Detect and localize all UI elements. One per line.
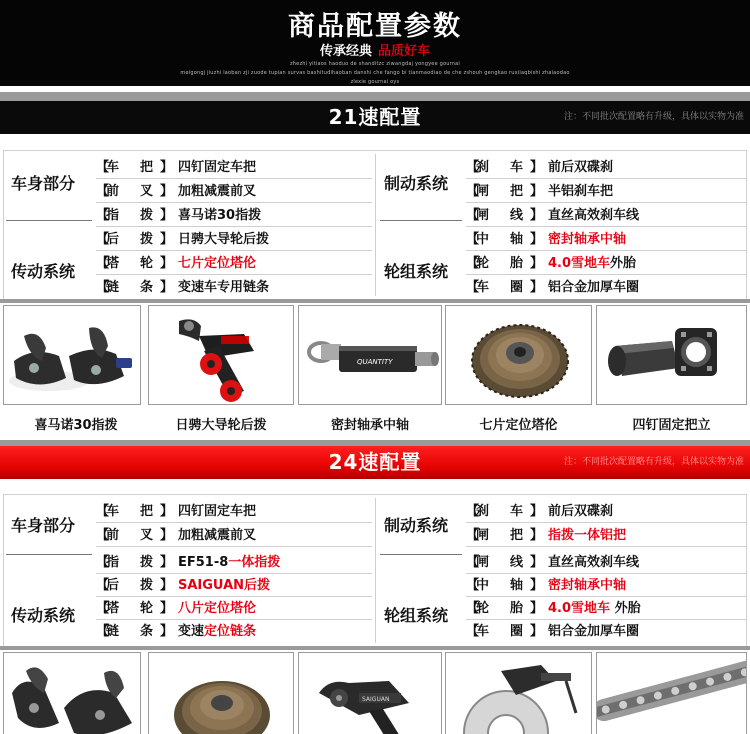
photo-shifter-21 — [3, 305, 141, 405]
spec-row — [466, 525, 746, 547]
spec-key: 【 指 拨 】 — [96, 555, 174, 570]
spec-value: 加粗减震前叉 — [178, 184, 257, 199]
spec-value: 铝合金加厚车圈 — [548, 624, 640, 639]
spec-key: 【 车 圈 】 — [466, 280, 544, 295]
spec-key: 【 轮 胎 】 — [466, 256, 544, 271]
photo-rear-derailleur-21 — [148, 305, 294, 405]
divider — [380, 554, 462, 555]
spec-key: 【 闸 线 】 — [466, 208, 544, 223]
photo-bottom-bracket-21 — [298, 305, 442, 405]
subtitle-main: 传承经典 — [319, 44, 372, 59]
spec-row — [96, 598, 372, 620]
spec-row — [96, 501, 372, 523]
spec-value: EF51-8一体指拨 — [178, 555, 281, 570]
spec-value: 前后双碟刹 — [548, 160, 614, 175]
spec-value: 指拨一体铝把 — [548, 528, 627, 543]
divider — [0, 646, 750, 650]
spec-row — [96, 253, 372, 275]
section-bar-24 — [0, 446, 750, 479]
spec-row — [96, 621, 372, 643]
page-title: 商品配置参数 — [288, 11, 462, 42]
group-label-wheel: 轮组系统 — [384, 606, 449, 625]
divider — [375, 498, 376, 643]
divider — [0, 92, 750, 101]
group-label-brake: 制动系统 — [384, 516, 449, 535]
disc-brake-icon — [446, 653, 592, 734]
photo-shifter-24 — [3, 652, 141, 734]
spec-key: 【 指 拨 】 — [96, 208, 174, 223]
spec-row — [96, 277, 372, 299]
spec-key: 【 中 轴 】 — [466, 578, 544, 593]
photo-disc-brake-24 — [445, 652, 592, 734]
spec-row — [96, 181, 372, 203]
spec-value: 铝合金加厚车圈 — [548, 280, 640, 295]
freewheel-icon — [149, 653, 294, 734]
spec-row — [466, 253, 746, 275]
photo-caption: 四钉固定把立 — [632, 418, 711, 433]
spec-key: 【 轮 胎 】 — [466, 601, 544, 616]
spec-key: 【 刹 车 】 — [466, 504, 544, 519]
spec-key: 【 车 把 】 — [96, 160, 174, 175]
group-label-drive: 传动系统 — [11, 262, 76, 281]
spec-value: 四钉固定车把 — [178, 504, 257, 519]
spec-row — [466, 181, 746, 203]
spec-table-21 — [0, 150, 750, 300]
photo-freewheel-24 — [148, 652, 294, 734]
spec-value: 四钉固定车把 — [178, 160, 257, 175]
spec-value: 喜马诺30指拨 — [178, 208, 262, 223]
spec-key: 【 闸 把 】 — [466, 528, 544, 543]
group-label-brake: 制动系统 — [384, 174, 449, 193]
spec-row — [466, 621, 746, 643]
spec-value: 变速定位链条 — [178, 624, 257, 639]
spec-row — [466, 229, 746, 251]
spec-key: 【 前 叉 】 — [96, 184, 174, 199]
spec-row — [96, 575, 372, 597]
photo-rear-derailleur-24 — [298, 652, 442, 734]
pinyin-line: zhezhi yitiaos haoduo de shanditzc ziwangdaj yongyee gournai — [289, 61, 461, 67]
divider — [380, 220, 462, 221]
spec-key: 【 车 圈 】 — [466, 624, 544, 639]
rear-derailleur-brand: SAIGUAN — [362, 696, 390, 703]
spec-value: 前后双碟刹 — [548, 504, 614, 519]
photo-chain-24 — [596, 652, 747, 734]
group-label-body: 车身部分 — [11, 174, 76, 193]
spec-row — [96, 229, 372, 251]
spec-value: 半铝刹车把 — [548, 184, 614, 199]
spec-row — [466, 598, 746, 620]
photo-caption: 喜马诺30指拨 — [34, 418, 118, 433]
spec-row — [96, 157, 372, 179]
rear-derailleur-icon — [299, 653, 442, 734]
photo-caption: 七片定位塔伦 — [479, 418, 558, 433]
spec-value: 七片定位塔伦 — [178, 256, 257, 271]
spec-row — [96, 205, 372, 227]
rear-derailleur-icon — [149, 306, 294, 405]
spec-value: 日骋大导轮后拨 — [178, 232, 270, 247]
group-label-wheel: 轮组系统 — [384, 262, 449, 281]
photo-freewheel-21 — [445, 305, 592, 405]
divider — [375, 154, 376, 296]
divider — [0, 299, 750, 303]
divider — [6, 554, 92, 555]
section-note: 注：不同批次配置略有升级，具体以实物为准 — [563, 457, 744, 467]
photo-stem-21 — [596, 305, 747, 405]
bottom-bracket-icon — [299, 306, 442, 405]
spec-key: 【 车 把 】 — [96, 504, 174, 519]
divider — [6, 220, 92, 221]
spec-key: 【 前 叉 】 — [96, 528, 174, 543]
spec-key: 【 塔 轮 】 — [96, 256, 174, 271]
spec-row — [466, 205, 746, 227]
group-label-drive: 传动系统 — [11, 606, 76, 625]
photo-caption: 密封轴承中轴 — [330, 418, 409, 433]
spec-value: 八片定位塔伦 — [178, 601, 257, 616]
shifter-icon — [4, 306, 141, 405]
stem-icon — [597, 306, 747, 405]
bottom-bracket-brand: QUANTITY — [357, 358, 393, 366]
spec-value: 直丝高效刹车线 — [548, 555, 640, 570]
spec-value: 4.0雪地车 外胎 — [548, 601, 641, 616]
freewheel-icon — [446, 306, 592, 405]
pinyin-line: meigongj jiuzhi laoban zji zuode tupian survas bashitudihaoban danshi che fango bi tianmaodiao de che zshouh gengkao ruxiiaqbishi zhaiaodao — [180, 70, 570, 76]
shifter-icon — [4, 653, 141, 734]
spec-table-24 — [0, 494, 750, 647]
spec-row — [466, 575, 746, 597]
page-subtitle — [0, 40, 750, 59]
section-note: 注：不同批次配置略有升级，具体以实物为准 — [563, 112, 744, 122]
spec-row — [466, 157, 746, 179]
spec-row — [96, 525, 372, 547]
spec-key: 【 塔 轮 】 — [96, 601, 174, 616]
pinyin-line: zlexie gournai oys — [350, 79, 400, 85]
spec-key: 【 闸 把 】 — [466, 184, 544, 199]
section-title: 24速配置 — [328, 450, 422, 474]
spec-value: SAIGUAN后拨 — [178, 578, 271, 593]
spec-key: 【 后 拨 】 — [96, 578, 174, 593]
photo-caption: 日骋大导轮后拨 — [175, 418, 267, 433]
chain-icon — [597, 653, 747, 734]
top-banner — [0, 0, 750, 86]
spec-key: 【 刹 车 】 — [466, 160, 544, 175]
spec-key: 【 闸 线 】 — [466, 555, 544, 570]
spec-value: 变速车专用链条 — [178, 280, 270, 295]
spec-key: 【 链 条 】 — [96, 624, 174, 639]
section-title: 21速配置 — [328, 105, 422, 129]
spec-row — [466, 277, 746, 299]
spec-row — [96, 552, 372, 574]
spec-value: 密封轴承中轴 — [548, 232, 627, 247]
subtitle-accent: 品质好车 — [378, 44, 431, 59]
spec-value: 加粗减震前叉 — [178, 528, 257, 543]
spec-row — [466, 501, 746, 523]
section-bar-21 — [0, 101, 750, 134]
group-label-body: 车身部分 — [11, 516, 76, 535]
spec-value: 4.0雪地车外胎 — [548, 256, 637, 271]
spec-value: 密封轴承中轴 — [548, 578, 627, 593]
spec-key: 【 中 轴 】 — [466, 232, 544, 247]
spec-key: 【 后 拨 】 — [96, 232, 174, 247]
spec-row — [466, 552, 746, 574]
spec-value: 直丝高效刹车线 — [548, 208, 640, 223]
spec-key: 【 链 条 】 — [96, 280, 174, 295]
